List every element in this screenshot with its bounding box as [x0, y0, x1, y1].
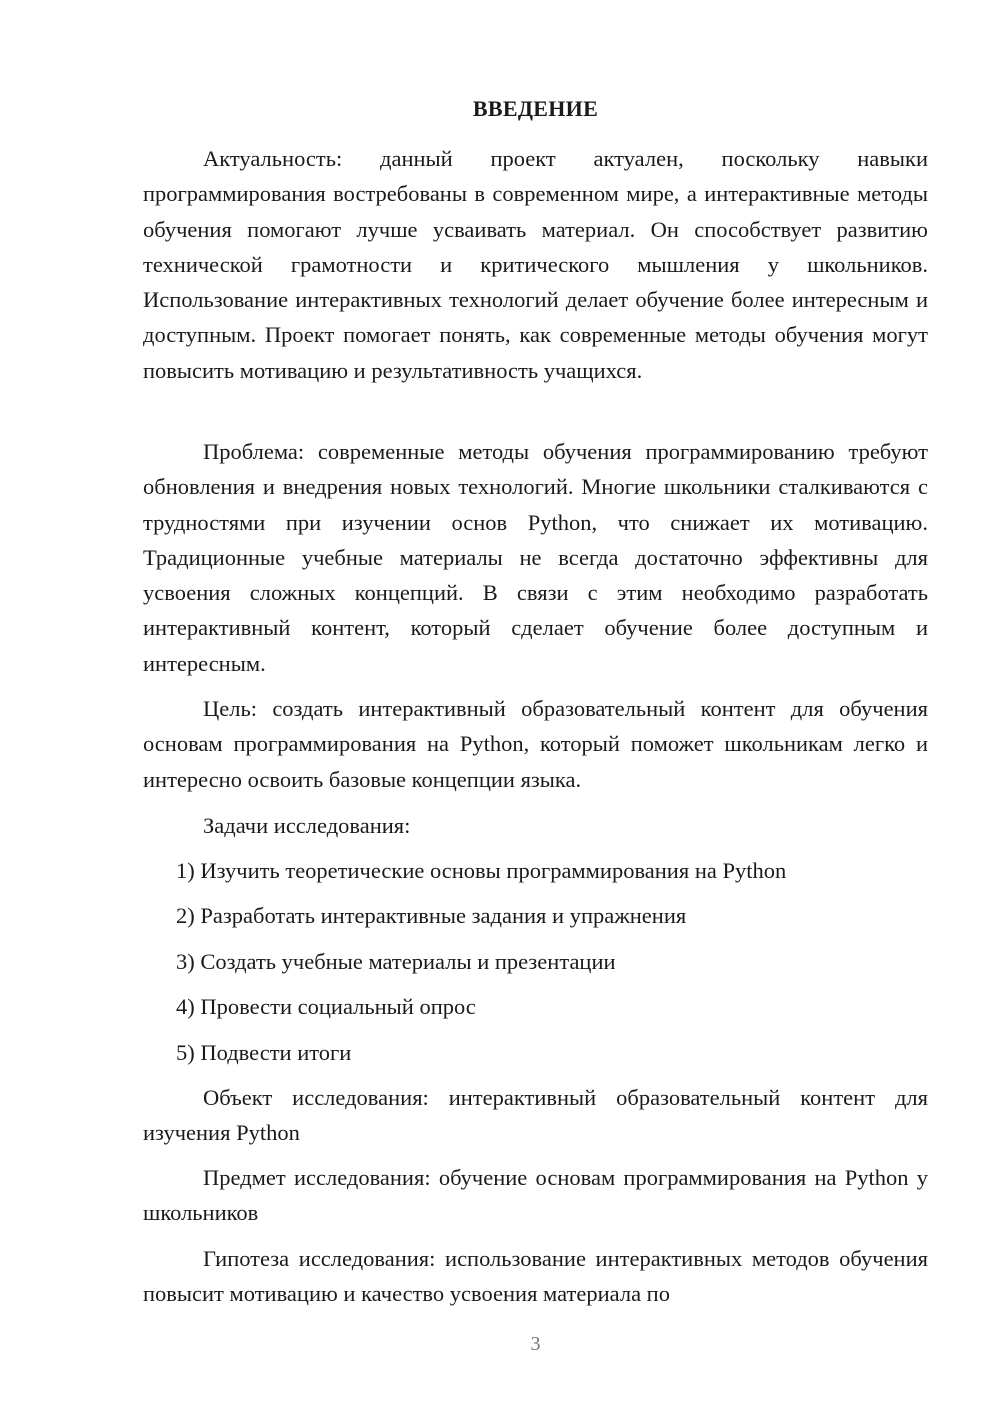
- paragraph-hypothesis: Гипотеза исследования: использование интерактивных методов обучения повысит мотивацию и качество усвоения материала по: [143, 1246, 928, 1307]
- paragraph-object: Объект исследования: интерактивный образовательный контент для изучения Python: [143, 1085, 928, 1146]
- list-item: 3) Создать учебные материалы и презентации: [176, 949, 616, 974]
- list-item: 5) Подвести итоги: [176, 1040, 352, 1065]
- paragraph-subject: Предмет исследования: обучение основам программирования на Python у школьников: [143, 1165, 928, 1226]
- list-item: 1) Изучить теоретические основы программирования на Python: [176, 858, 787, 883]
- list-item: 4) Провести социальный опрос: [176, 994, 476, 1019]
- document-page: [143, 0, 928, 1414]
- section-title: ВВЕДЕНИЕ: [472, 96, 599, 121]
- tasks-heading: Задачи исследования:: [203, 813, 411, 838]
- paragraph-goal: Цель: создать интерактивный образовательный контент для обучения основам программирования на Python, который поможет школьникам легко и интересно освоить базовые концепции языка.: [143, 696, 928, 792]
- list-item: 2) Разработать интерактивные задания и упражнения: [176, 903, 687, 928]
- paragraph-relevance: Актуальность: данный проект актуален, поскольку навыки программирования востребованы в современном мире, а интерактивные методы обучения помогают лучше усваивать материал. Он способствует развитию технической грамотности и критического мышления у школьников. Использование интерактивных технологий делает обучение более интересным и доступным. Проект помогает понять, как современные методы обучения могут повысить мотивацию и результативность учащихся.: [143, 146, 928, 383]
- paragraph-problem: Проблема: современные методы обучения программированию требуют обновления и внедрения новых технологий. Многие школьники сталкиваются с трудностями при изучении основ Python, что снижает их мотивацию. Традиционные учебные материалы не всегда достаточно эффективны для усвоения сложных концепций. В связи с этим необходимо разработать интерактивный контент, который сделает обучение более доступным и интересным.: [143, 439, 928, 676]
- page-number: 3: [530, 1333, 541, 1355]
